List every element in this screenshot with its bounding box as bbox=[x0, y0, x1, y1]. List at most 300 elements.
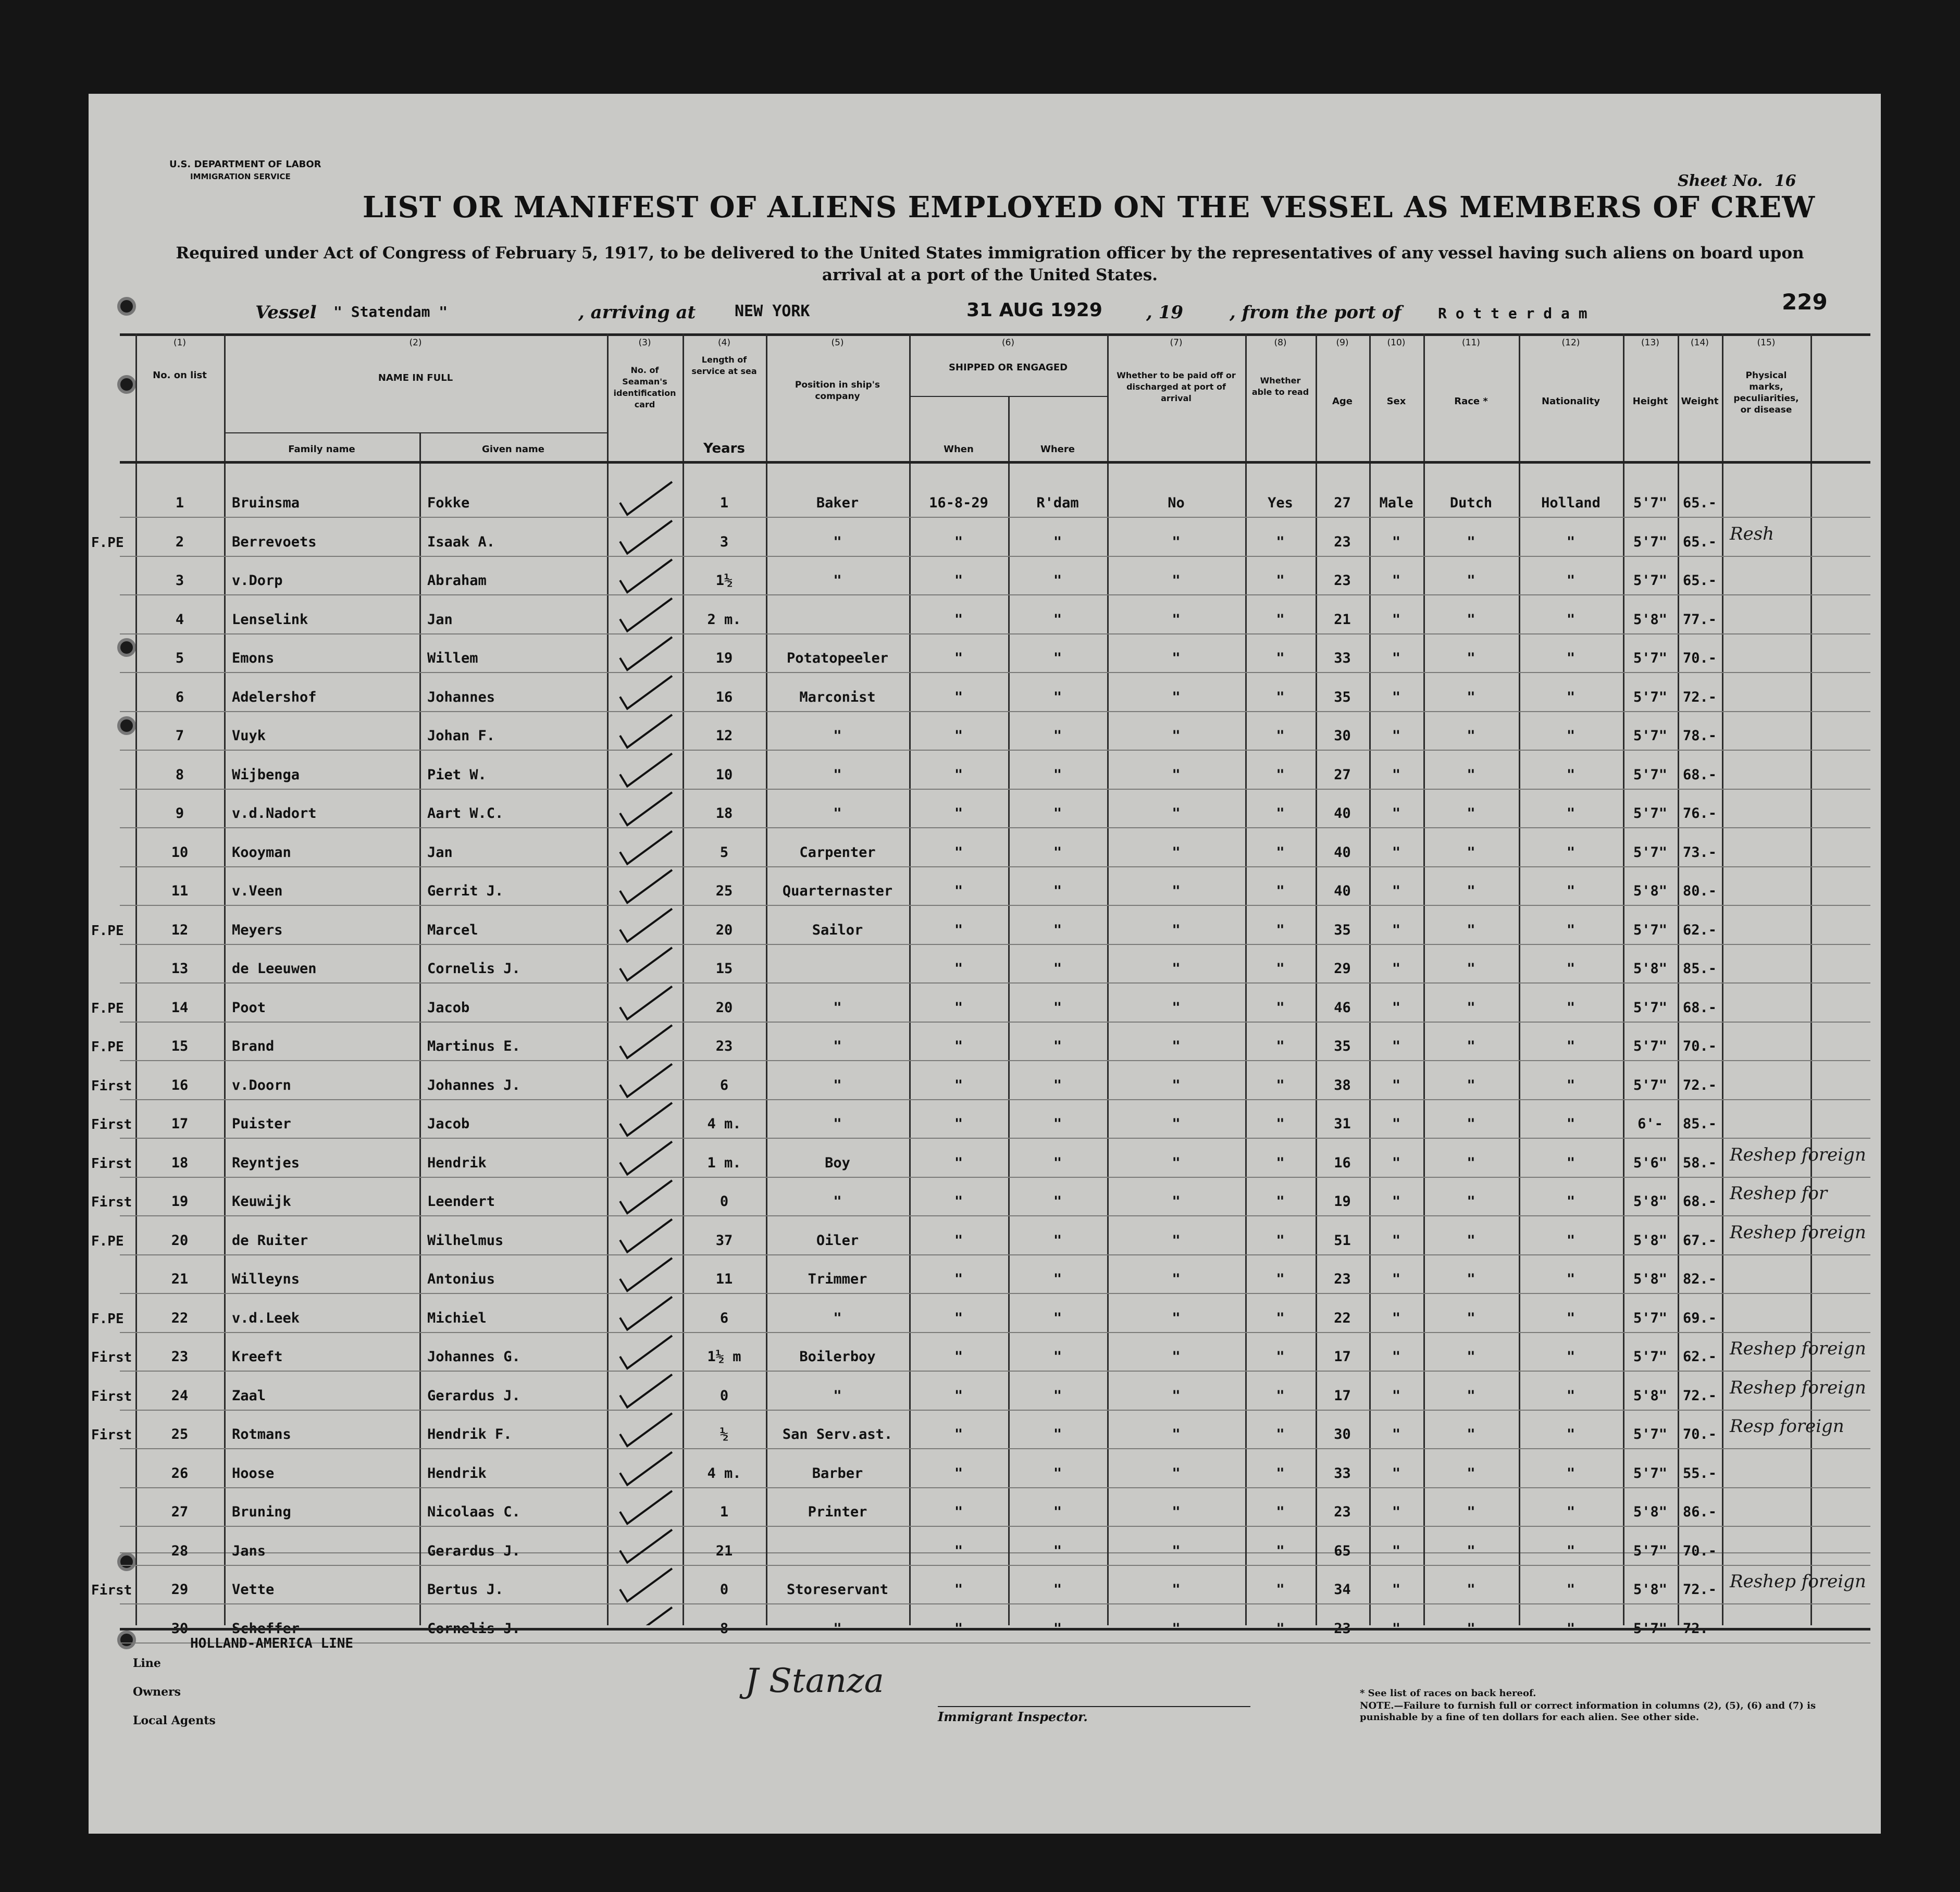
local-agents-label: Local Agents bbox=[133, 1714, 216, 1727]
sex: " bbox=[1392, 1271, 1401, 1287]
family-name: v.Dorp bbox=[232, 572, 283, 589]
paid-off: " bbox=[1172, 572, 1181, 589]
length-of-service: 1 bbox=[720, 495, 729, 511]
paid-off: " bbox=[1172, 1504, 1181, 1520]
owners-label: Owners bbox=[133, 1685, 181, 1699]
able-to-read: " bbox=[1276, 1271, 1285, 1287]
sex: " bbox=[1392, 1077, 1401, 1093]
height: 5'7" bbox=[1633, 689, 1668, 705]
nationality: " bbox=[1566, 1154, 1576, 1171]
shipped-when: " bbox=[954, 805, 963, 821]
age: 30 bbox=[1334, 728, 1351, 744]
weight: 68.- bbox=[1682, 1193, 1717, 1210]
shipped-when: " bbox=[954, 1542, 963, 1559]
col-number: (4) bbox=[717, 338, 731, 348]
checkmark-icon bbox=[620, 1142, 672, 1175]
position: " bbox=[833, 1038, 842, 1054]
row-number: 24 bbox=[171, 1387, 189, 1404]
length-of-service: 21 bbox=[715, 1542, 733, 1559]
height: 5'8" bbox=[1633, 1582, 1668, 1598]
checkmark-icon bbox=[620, 754, 672, 787]
able-to-read: " bbox=[1276, 844, 1285, 861]
length-of-service: 1½ bbox=[715, 572, 733, 589]
given-name: Gerrit J. bbox=[427, 883, 504, 899]
shipped-when: " bbox=[954, 1465, 963, 1482]
nationality: " bbox=[1566, 1116, 1576, 1132]
row-number: 4 bbox=[175, 611, 184, 628]
checkmark-icon bbox=[620, 1375, 672, 1408]
header-sex: Sex bbox=[1386, 396, 1406, 407]
family-name: Poot bbox=[232, 999, 266, 1016]
able-to-read: " bbox=[1276, 1193, 1285, 1210]
family-name: Wijbenga bbox=[232, 766, 300, 783]
able-to-read: " bbox=[1276, 728, 1285, 744]
family-name: Vuyk bbox=[232, 728, 266, 744]
race: " bbox=[1467, 1582, 1475, 1598]
position: " bbox=[833, 766, 842, 783]
race: " bbox=[1467, 1271, 1475, 1287]
age: 51 bbox=[1334, 1232, 1351, 1249]
able-to-read: " bbox=[1276, 533, 1285, 550]
paid-off: " bbox=[1172, 689, 1181, 705]
checkmark-icon bbox=[620, 521, 672, 554]
length-of-service: 3 bbox=[720, 533, 729, 550]
row-prefix: First bbox=[91, 1388, 132, 1404]
header-shipped-or-engaged: SHIPPED OR ENGAGED bbox=[948, 362, 1068, 373]
nationality: " bbox=[1566, 961, 1576, 977]
paid-off: " bbox=[1172, 1038, 1181, 1054]
row-number: 14 bbox=[171, 999, 189, 1016]
col-number: (7) bbox=[1170, 338, 1183, 348]
paid-off: " bbox=[1172, 844, 1181, 861]
shipped-where: " bbox=[1053, 572, 1062, 589]
shipped-where: " bbox=[1053, 1232, 1062, 1249]
row-number: 16 bbox=[171, 1077, 189, 1093]
age: 23 bbox=[1334, 1271, 1351, 1287]
length-of-service: 18 bbox=[715, 805, 733, 821]
race: " bbox=[1467, 650, 1475, 666]
sheet-number-label: Sheet No. bbox=[1678, 172, 1763, 190]
family-name: Bruinsma bbox=[232, 495, 300, 511]
age: 31 bbox=[1334, 1116, 1351, 1132]
weight: 86.- bbox=[1682, 1504, 1717, 1520]
shipped-where: " bbox=[1053, 805, 1062, 821]
position: " bbox=[833, 805, 842, 821]
weight: 58.- bbox=[1682, 1154, 1717, 1171]
arrival-date-stamp: 31 AUG 1929 bbox=[966, 300, 1102, 321]
given-name: Jan bbox=[427, 844, 453, 861]
page-title: LIST OR MANIFEST OF ALIENS EMPLOYED ON THE VESSEL AS MEMBERS OF CREW bbox=[362, 190, 1816, 225]
position: " bbox=[833, 1193, 842, 1210]
shipped-where: " bbox=[1053, 1193, 1062, 1210]
checkmark-icon bbox=[620, 870, 672, 903]
length-of-service: 19 bbox=[715, 650, 733, 666]
height: 5'7" bbox=[1633, 766, 1668, 783]
punch-hole bbox=[117, 1630, 136, 1649]
row-prefix: F.PE bbox=[91, 1311, 124, 1327]
age: 33 bbox=[1334, 1465, 1351, 1482]
able-to-read: " bbox=[1276, 689, 1285, 705]
checkmark-icon bbox=[620, 792, 672, 825]
row-prefix: F.PE bbox=[91, 1000, 124, 1016]
weight: 72.- bbox=[1682, 1582, 1717, 1598]
header-able-to-read: Whether able to read bbox=[1251, 376, 1309, 397]
paid-off: " bbox=[1172, 1193, 1181, 1210]
shipped-when: " bbox=[954, 611, 963, 628]
age: 29 bbox=[1334, 961, 1351, 977]
family-name: Berrevoets bbox=[232, 533, 317, 550]
checkmark-icon bbox=[620, 1530, 672, 1563]
nationality: " bbox=[1566, 1271, 1576, 1287]
row-number: 13 bbox=[171, 961, 189, 977]
able-to-read: " bbox=[1276, 1582, 1285, 1598]
checkmark-icon bbox=[620, 1452, 672, 1485]
physical-marks-handwritten: Reshep foreign bbox=[1730, 1377, 1866, 1398]
able-to-read: " bbox=[1276, 572, 1285, 589]
header-family-name: Family name bbox=[288, 444, 355, 455]
sex: " bbox=[1392, 922, 1401, 938]
shipped-when: 16-8-29 bbox=[929, 495, 988, 511]
header-race: Race * bbox=[1454, 396, 1488, 407]
race: " bbox=[1467, 1465, 1475, 1482]
col-number: (3) bbox=[638, 338, 651, 348]
sex: " bbox=[1392, 766, 1401, 783]
sex: " bbox=[1392, 999, 1401, 1016]
shipping-line-name: HOLLAND-AMERICA LINE bbox=[190, 1636, 354, 1651]
position: " bbox=[833, 999, 842, 1016]
race: " bbox=[1467, 689, 1475, 705]
shipped-where: " bbox=[1053, 999, 1062, 1016]
row-number: 9 bbox=[175, 805, 184, 821]
header-nationality: Nationality bbox=[1542, 396, 1600, 407]
required-under-act-text: Required under Act of Congress of February 5, 1917, to be delivered to the United States immigration officer by the representatives of any vessel having such aliens on board upon arrival at a port of the United States. bbox=[176, 244, 1804, 284]
nationality: " bbox=[1566, 999, 1576, 1016]
col-number: (5) bbox=[831, 338, 844, 348]
race: " bbox=[1467, 922, 1475, 938]
shipped-where: " bbox=[1053, 922, 1062, 938]
length-of-service: 0 bbox=[720, 1387, 729, 1404]
paid-off: " bbox=[1172, 1232, 1181, 1249]
weight: 72.- bbox=[1682, 1077, 1717, 1093]
weight: 70.- bbox=[1682, 1038, 1717, 1054]
departure-port: R o t t e r d a m bbox=[1438, 305, 1587, 322]
age: 35 bbox=[1334, 689, 1351, 705]
able-to-read: " bbox=[1276, 1116, 1285, 1132]
row-number: 22 bbox=[171, 1310, 189, 1326]
given-name: Aart W.C. bbox=[427, 805, 504, 821]
position: Potatopeeler bbox=[786, 650, 889, 666]
checkmark-icon bbox=[620, 987, 672, 1019]
sex: " bbox=[1392, 1232, 1401, 1249]
sex: " bbox=[1392, 572, 1401, 589]
age: 65 bbox=[1334, 1542, 1351, 1559]
sex: " bbox=[1392, 611, 1401, 628]
shipped-when: " bbox=[954, 1310, 963, 1326]
length-of-service: 4 m. bbox=[707, 1465, 741, 1482]
given-name: Wilhelmus bbox=[427, 1232, 504, 1249]
height: 5'8" bbox=[1633, 1504, 1668, 1520]
shipped-when: " bbox=[954, 1154, 963, 1171]
race: " bbox=[1467, 1349, 1475, 1365]
sex: " bbox=[1392, 533, 1401, 550]
age: 27 bbox=[1334, 495, 1351, 511]
col-number: (15) bbox=[1757, 338, 1776, 348]
given-name: Hendrik F. bbox=[427, 1426, 512, 1442]
row-number: 25 bbox=[171, 1426, 189, 1442]
nationality: " bbox=[1566, 1504, 1576, 1520]
family-name: Lenselink bbox=[232, 611, 308, 628]
age: 40 bbox=[1334, 844, 1351, 861]
sex: " bbox=[1392, 1582, 1401, 1598]
position: Boy bbox=[825, 1154, 850, 1171]
sex: " bbox=[1392, 1116, 1401, 1132]
col-number: (13) bbox=[1641, 338, 1659, 348]
height: 5'7" bbox=[1633, 572, 1668, 589]
race: " bbox=[1467, 1116, 1475, 1132]
nationality: " bbox=[1566, 1193, 1576, 1210]
header-age: Age bbox=[1332, 396, 1353, 407]
race: " bbox=[1467, 572, 1475, 589]
row-prefix: First bbox=[91, 1427, 132, 1443]
year-label: , 19 bbox=[1146, 302, 1183, 323]
race: " bbox=[1467, 766, 1475, 783]
able-to-read: " bbox=[1276, 1038, 1285, 1054]
row-prefix: First bbox=[91, 1078, 132, 1094]
weight: 62.- bbox=[1682, 922, 1717, 938]
vessel-label: Vessel bbox=[255, 302, 317, 323]
position: " bbox=[833, 1310, 842, 1326]
height: 5'8" bbox=[1633, 1387, 1668, 1404]
paid-off: " bbox=[1172, 611, 1181, 628]
col-number: (6) bbox=[1001, 338, 1015, 348]
shipped-where: " bbox=[1053, 611, 1062, 628]
length-of-service: 2 m. bbox=[707, 611, 741, 628]
weight: 65.- bbox=[1682, 495, 1717, 511]
given-name: Nicolaas C. bbox=[427, 1504, 520, 1520]
row-number: 2 bbox=[175, 533, 184, 550]
able-to-read: " bbox=[1276, 1349, 1285, 1365]
paid-off: " bbox=[1172, 1271, 1181, 1287]
checkmark-icon bbox=[620, 715, 672, 748]
position: Baker bbox=[816, 495, 859, 511]
family-name: Vette bbox=[232, 1582, 275, 1598]
given-name: Gerardus J. bbox=[427, 1387, 520, 1404]
age: 40 bbox=[1334, 883, 1351, 899]
able-to-read: " bbox=[1276, 922, 1285, 938]
given-name: Johannes bbox=[427, 689, 495, 705]
weight: 69.- bbox=[1682, 1310, 1717, 1326]
position: Oiler bbox=[816, 1232, 859, 1249]
row-number: 15 bbox=[171, 1038, 189, 1054]
shipped-where: R'dam bbox=[1036, 495, 1079, 511]
checkmark-icon bbox=[620, 676, 672, 709]
position: Marconist bbox=[799, 689, 876, 705]
checkmark-icon bbox=[620, 637, 672, 670]
given-name: Fokke bbox=[427, 495, 470, 511]
shipped-when: " bbox=[954, 999, 963, 1016]
family-name: v.d.Nadort bbox=[232, 805, 317, 821]
height: 5'8" bbox=[1633, 1232, 1668, 1249]
col-number: (10) bbox=[1387, 338, 1406, 348]
able-to-read: " bbox=[1276, 805, 1285, 821]
able-to-read: " bbox=[1276, 1504, 1285, 1520]
given-name: Martinus E. bbox=[427, 1038, 520, 1054]
able-to-read: Yes bbox=[1268, 495, 1293, 511]
sex: " bbox=[1392, 1038, 1401, 1054]
checkmark-icon bbox=[620, 1608, 672, 1626]
position: Boilerboy bbox=[799, 1349, 876, 1365]
paid-off: " bbox=[1172, 1077, 1181, 1093]
row-prefix: F.PE bbox=[91, 1233, 124, 1249]
header-length-of-service: Length of service at sea bbox=[691, 355, 757, 376]
given-name: Cornelis J. bbox=[427, 961, 520, 977]
sex: Male bbox=[1379, 495, 1413, 511]
given-name: Hendrik bbox=[427, 1465, 487, 1482]
position: " bbox=[833, 728, 842, 744]
race: " bbox=[1467, 533, 1475, 550]
shipped-where: " bbox=[1053, 844, 1062, 861]
nationality: " bbox=[1566, 650, 1576, 666]
height: 6'- bbox=[1638, 1116, 1663, 1132]
shipped-when: " bbox=[954, 728, 963, 744]
nationality: " bbox=[1566, 1426, 1576, 1442]
sex: " bbox=[1392, 1349, 1401, 1365]
header-physical-marks: Physical marks, peculiarities, or disease bbox=[1733, 370, 1799, 415]
family-name: Adelershof bbox=[232, 689, 317, 705]
paid-off: " bbox=[1172, 1349, 1181, 1365]
row-prefix: First bbox=[91, 1583, 132, 1598]
height: 5'7" bbox=[1633, 533, 1668, 550]
age: 21 bbox=[1334, 611, 1351, 628]
sex: " bbox=[1392, 650, 1401, 666]
row-number: 5 bbox=[175, 650, 184, 666]
nationality: " bbox=[1566, 883, 1576, 899]
race: " bbox=[1467, 961, 1475, 977]
punch-hole bbox=[117, 297, 136, 316]
height: 5'7" bbox=[1633, 495, 1668, 511]
position: Printer bbox=[808, 1504, 867, 1520]
weight: 55.- bbox=[1682, 1465, 1717, 1482]
weight: 65.- bbox=[1682, 572, 1717, 589]
given-name: Jan bbox=[427, 611, 453, 628]
checkmark-icon bbox=[620, 831, 672, 864]
shipped-where: " bbox=[1053, 1582, 1062, 1598]
nationality: " bbox=[1566, 1349, 1576, 1365]
length-of-service: 15 bbox=[715, 961, 733, 977]
col-number: (12) bbox=[1561, 338, 1580, 348]
shipped-where: " bbox=[1053, 728, 1062, 744]
physical-marks-handwritten: Reshep foreign bbox=[1730, 1144, 1866, 1165]
checkmark-icon bbox=[620, 1413, 672, 1446]
paid-off: No bbox=[1168, 495, 1185, 511]
length-of-service: 16 bbox=[715, 689, 733, 705]
header-id-card: No. of Seaman's identification card bbox=[613, 365, 676, 409]
position: San Serv.ast. bbox=[782, 1426, 893, 1442]
row-prefix: First bbox=[91, 1117, 132, 1132]
position: Quarternaster bbox=[782, 883, 893, 899]
checkmark-icon bbox=[620, 909, 672, 942]
shipped-where: " bbox=[1053, 1077, 1062, 1093]
race: " bbox=[1467, 1310, 1475, 1326]
weight: 80.- bbox=[1682, 883, 1717, 899]
arriving-label: , arriving at bbox=[578, 302, 696, 323]
header-no-on-list: No. on list bbox=[153, 370, 207, 381]
paid-off: " bbox=[1172, 1465, 1181, 1482]
position: Sailor bbox=[812, 922, 863, 938]
family-name: Jans bbox=[232, 1542, 266, 1559]
length-of-service: 1 bbox=[720, 1504, 729, 1520]
page-stamp-number: 229 bbox=[1782, 289, 1828, 315]
weight: 67.- bbox=[1682, 1232, 1717, 1249]
shipped-when: " bbox=[954, 961, 963, 977]
given-name: Bertus J. bbox=[427, 1582, 504, 1598]
nationality: " bbox=[1566, 1465, 1576, 1482]
height: 5'7" bbox=[1633, 1349, 1668, 1365]
length-of-service: 25 bbox=[715, 883, 733, 899]
sex: " bbox=[1392, 1310, 1401, 1326]
checkmark-icon bbox=[620, 1258, 672, 1291]
paid-off: " bbox=[1172, 1310, 1181, 1326]
able-to-read: " bbox=[1276, 1542, 1285, 1559]
given-name: Marcel bbox=[427, 922, 478, 938]
weight: 85.- bbox=[1682, 961, 1717, 977]
col-number: (14) bbox=[1691, 338, 1709, 348]
able-to-read: " bbox=[1276, 611, 1285, 628]
shipped-when: " bbox=[954, 1116, 963, 1132]
footer-divider bbox=[120, 1628, 1870, 1630]
paid-off: " bbox=[1172, 922, 1181, 938]
shipped-where: " bbox=[1053, 766, 1062, 783]
race: " bbox=[1467, 1154, 1475, 1171]
shipped-when: " bbox=[954, 1038, 963, 1054]
able-to-read: " bbox=[1276, 1387, 1285, 1404]
weight: 78.- bbox=[1682, 728, 1717, 744]
shipped-when: " bbox=[954, 1193, 963, 1210]
length-of-service: ½ bbox=[720, 1426, 729, 1442]
checkmark-icon bbox=[620, 482, 672, 515]
weight: 62.- bbox=[1682, 1349, 1717, 1365]
row-number: 12 bbox=[171, 922, 189, 938]
given-name: Johannes J. bbox=[427, 1077, 520, 1093]
row-number: 29 bbox=[171, 1582, 189, 1598]
shipped-when: " bbox=[954, 1271, 963, 1287]
race: " bbox=[1467, 611, 1475, 628]
height: 5'7" bbox=[1633, 1542, 1668, 1559]
col-number: (1) bbox=[173, 338, 187, 348]
height: 5'8" bbox=[1633, 611, 1668, 628]
col-number: (11) bbox=[1462, 338, 1480, 348]
able-to-read: " bbox=[1276, 1465, 1285, 1482]
shipped-when: " bbox=[954, 689, 963, 705]
weight: 70.- bbox=[1682, 650, 1717, 666]
paid-off: " bbox=[1172, 1542, 1181, 1559]
shipped-when: " bbox=[954, 1582, 963, 1598]
family-name: Emons bbox=[232, 650, 275, 666]
family-name: Reyntjes bbox=[232, 1154, 300, 1171]
age: 38 bbox=[1334, 1077, 1351, 1093]
shipped-where: " bbox=[1053, 1116, 1062, 1132]
row-prefix: F.PE bbox=[91, 534, 124, 551]
given-name: Abraham bbox=[427, 572, 487, 589]
checkmark-icon bbox=[620, 1025, 672, 1058]
able-to-read: " bbox=[1276, 999, 1285, 1016]
race: " bbox=[1467, 1193, 1475, 1210]
shipped-where: " bbox=[1053, 1426, 1062, 1442]
header-years: Years bbox=[703, 441, 745, 456]
row-number: 18 bbox=[171, 1154, 189, 1171]
length-of-service: 20 bbox=[715, 999, 733, 1016]
race: Dutch bbox=[1449, 495, 1493, 511]
